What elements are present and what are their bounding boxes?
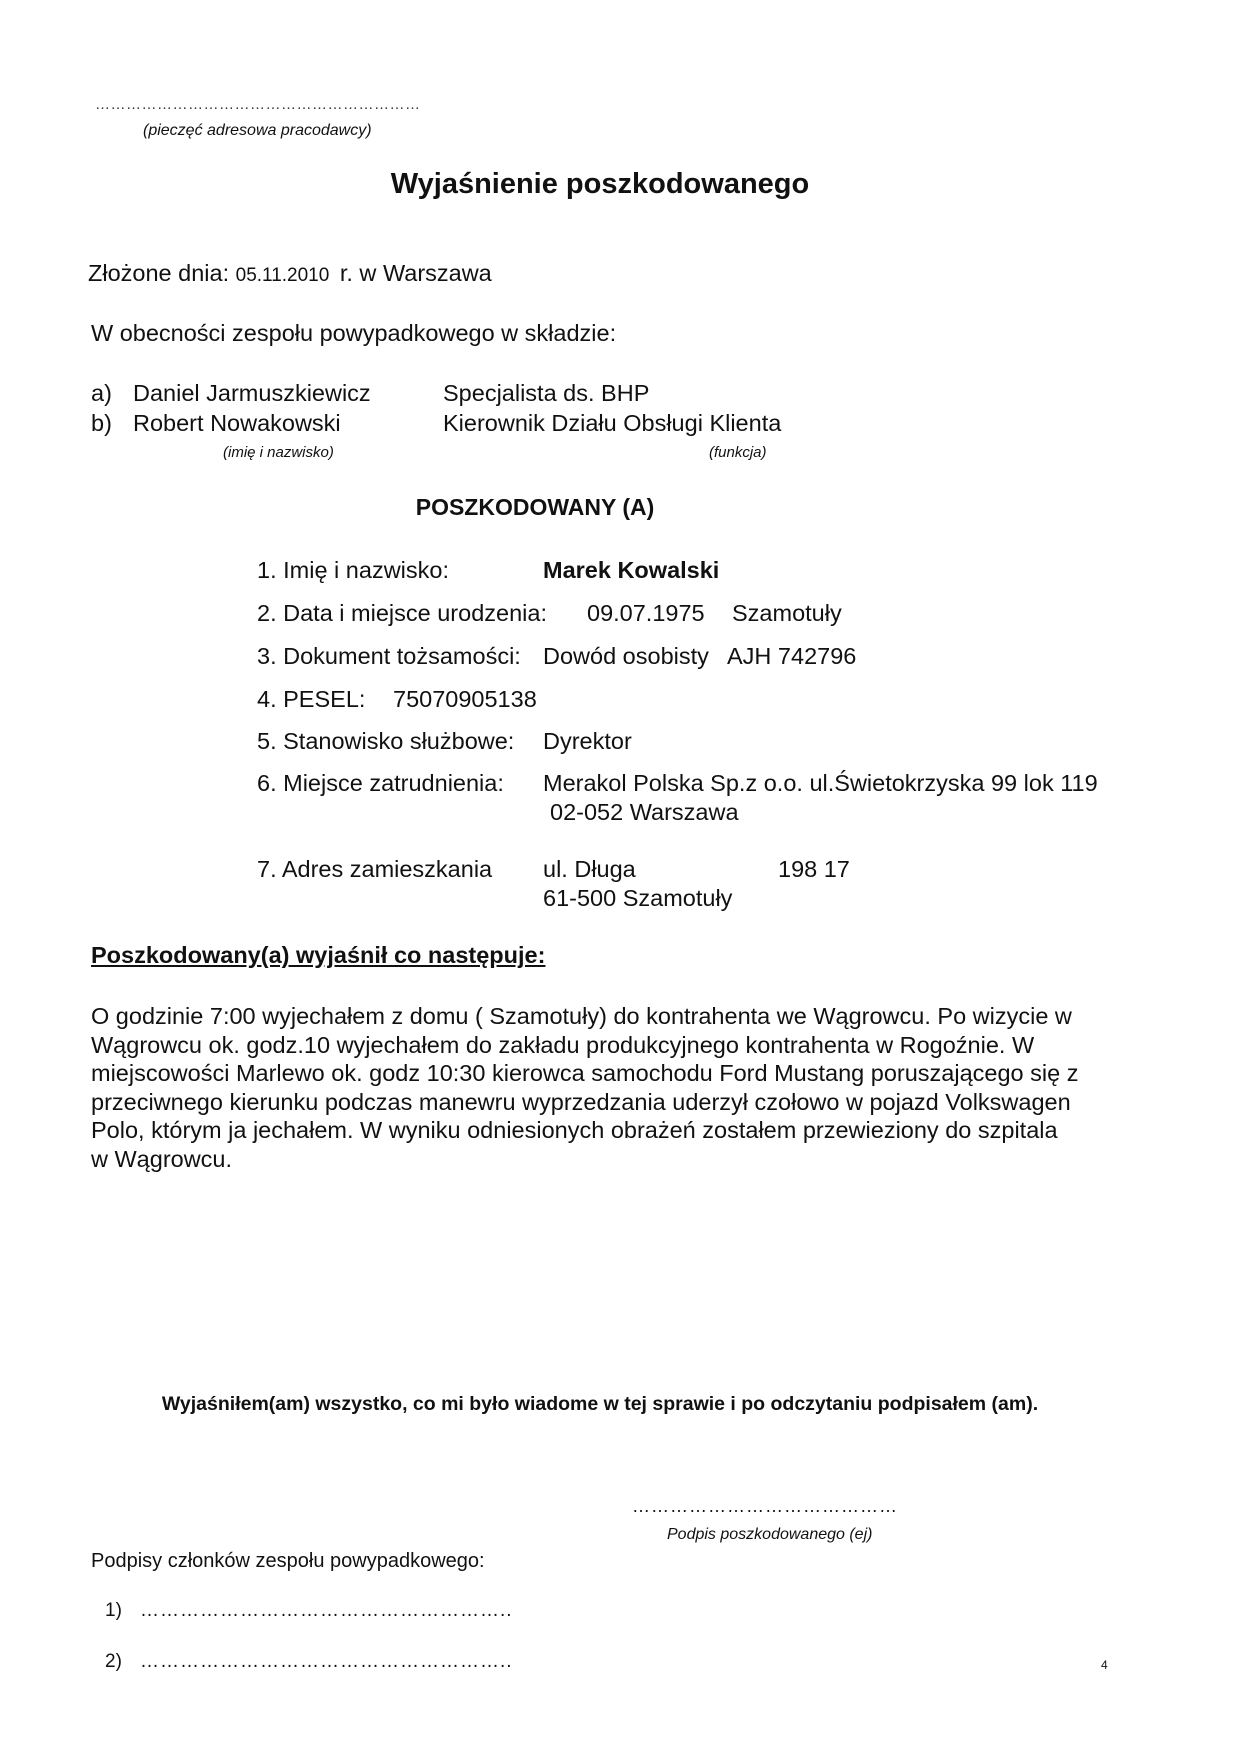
field-6-line2: 02-052 Warszawa	[550, 799, 739, 825]
closing-statement: Wyjaśniłem(am) wszystko, co mi było wiadome w tej sprawie i po odczytaniu podpisałem (am).	[161, 1393, 1039, 1415]
field-4-label: 4. PESEL:	[257, 686, 366, 712]
field-7-street: ul. Długa	[543, 856, 636, 882]
filed-city: Warszawa	[382, 260, 492, 286]
sign-1-line: ………………………………………………..	[140, 1600, 513, 1621]
filed-mid: r. w	[339, 260, 377, 286]
statement-heading: Poszkodowany(a) wyjaśnił co następuje:	[91, 942, 546, 968]
field-7-number: 198 17	[778, 856, 850, 882]
field-6-line1: Merakol Polska Sp.z o.o. ul.Świetokrzyska 99 lok 119	[543, 770, 1098, 796]
team-intro: W obecności zespołu powypadkowego w składzie:	[91, 320, 617, 346]
member-name-b: Robert Nowakowski	[133, 410, 341, 436]
member-role-a: Specjalista ds. BHP	[443, 380, 650, 406]
stamp-caption: (pieczęć adresowa pracodawcy)	[143, 122, 372, 139]
document-title: Wyjaśnienie poszkodowanego	[390, 168, 810, 200]
member-marker-a: a)	[91, 380, 112, 406]
member-name-a: Daniel Jarmuszkiewicz	[133, 380, 371, 406]
victim-signature-line: ……………………………………	[632, 1496, 898, 1516]
sign-2-line: ………………………………………………..	[140, 1651, 513, 1672]
sign-2-marker: 2)	[105, 1651, 122, 1672]
victim-signature-label: Podpis poszkodowanego (ej)	[667, 1526, 873, 1543]
member-role-b: Kierownik Działu Obsługi Klienta	[443, 410, 782, 436]
statement-text: O godzinie 7:00 wyjechałem z domu ( Szamotuły) do kontrahenta we Wągrowcu. Po wizycie w Wągrowcu ok. godz.10 wyjechałem do zakładu produkcyjnego kontrahenta w Rogoźnie. W miejscowości Marlewo ok. godz 10:30 kierowca samochodu Ford Mustang poruszającego się z przeciwnego kierunku podczas manewru wyprzedzania uderzył czołowo w pojazd Volkswagen Polo, którym ja jechałem. W wyniku odniesionych obrażeń zostałem przewieziony do szpitala w Wągrowcu.	[91, 1003, 1079, 1172]
field-7-label: 7. Adres zamieszkania	[257, 856, 493, 882]
sign-1-marker: 1)	[105, 1600, 122, 1621]
field-3-label: 3. Dokument tożsamości:	[257, 643, 521, 669]
victim-heading: POSZKODOWANY (A)	[415, 494, 655, 520]
field-2-date: 09.07.1975	[587, 600, 705, 626]
name-caption: (imię i nazwisko)	[223, 444, 334, 461]
field-7-line2: 61-500 Szamotuły	[543, 885, 733, 911]
filed-line	[88, 260, 492, 287]
field-1-label: 1. Imię i nazwisko:	[257, 557, 449, 583]
filed-date: 05.11.2010	[235, 265, 330, 286]
field-2-label: 2. Data i miejsce urodzenia:	[257, 600, 547, 626]
field-3-number: AJH 742796	[727, 643, 857, 669]
field-1-value: Marek Kowalski	[543, 557, 720, 583]
member-marker-b: b)	[91, 410, 112, 436]
field-5-value: Dyrektor	[543, 728, 632, 754]
filed-label: Złożone dnia:	[88, 260, 230, 286]
field-2-place: Szamotuły	[732, 600, 842, 626]
field-5-label: 5. Stanowisko służbowe:	[257, 728, 515, 754]
field-4-value: 75070905138	[393, 686, 537, 712]
field-3-type: Dowód osobisty	[543, 643, 709, 669]
role-caption: (funkcja)	[709, 444, 767, 461]
stamp-dotted-line: ………………………………………………………	[95, 96, 421, 113]
page-number: 4	[1101, 1658, 1108, 1672]
members-signatures-label: Podpisy członków zespołu powypadkowego:	[91, 1550, 485, 1572]
field-6-label: 6. Miejsce zatrudnienia:	[257, 770, 504, 796]
